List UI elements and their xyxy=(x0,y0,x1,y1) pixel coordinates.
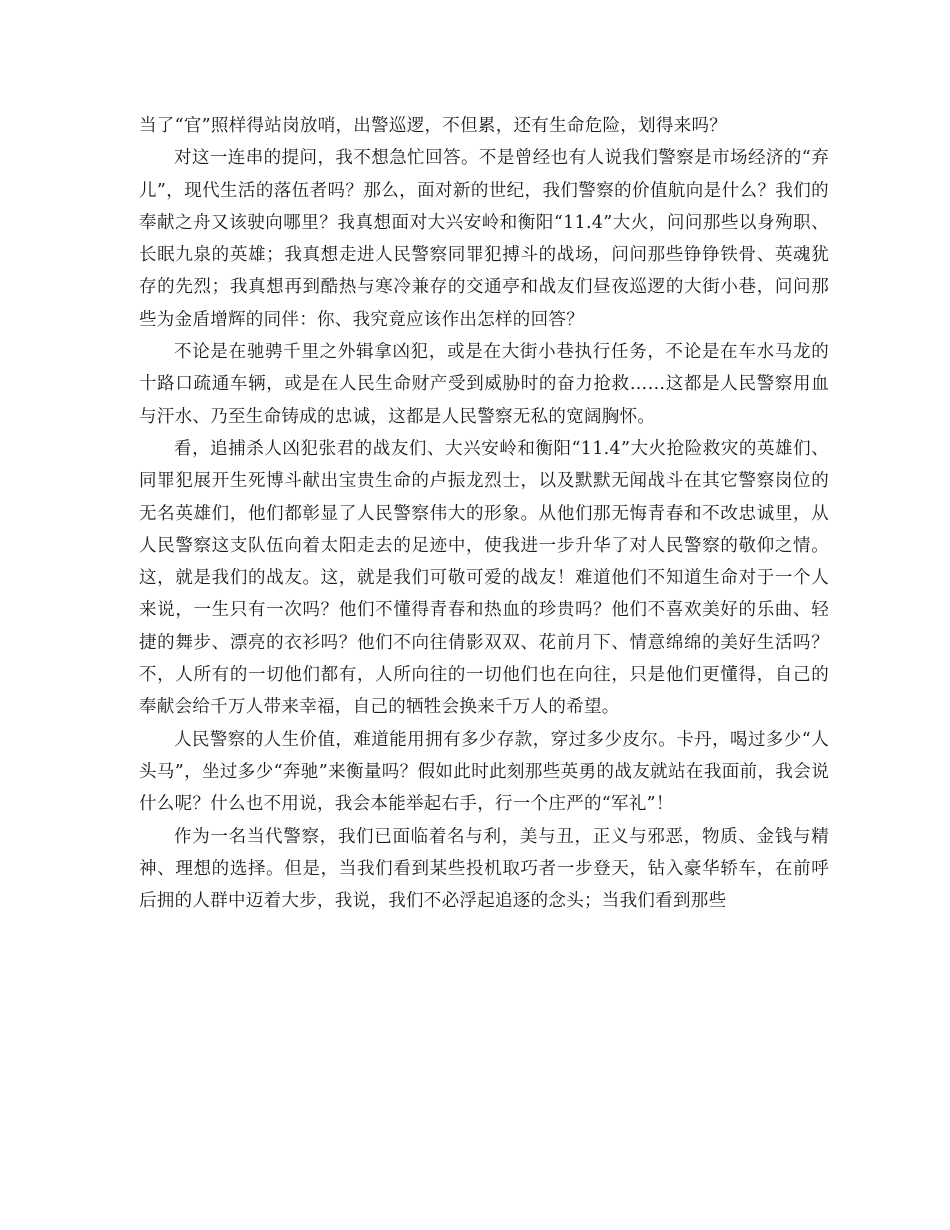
paragraph-1: 当了“官”照样得站岗放哨，出警巡逻，不但累，还有生命危险，划得来吗？ xyxy=(139,116,728,136)
document-body xyxy=(139,110,829,917)
paragraph-6: 作为一名当代警察，我们已面临着名与利，美与丑，正义与邪恶，物质、金钱与精神、理想的选择。但是，当我们看到某些投机取巧者一步登天，钻入豪华轿车，在前呼后拥的人群中迈着大步，我说，我们不必浮起追逐的念头；当我们看到那些 xyxy=(139,826,829,912)
paragraph-3: 不论是在驰骋千里之外辑拿凶犯，或是在大街小巷执行任务，不论是在车水马龙的十路口疏通车辆，或是在人民生命财产受到威胁时的奋力抢救……这都是人民警察用血与汗水、乃至生命铸成的忠诚，这都是人民警察无私的宽阔胸怀。 xyxy=(139,342,829,427)
paragraph-4: 看，追捕杀人凶犯张君的战友们、大兴安岭和衡阳“11.4”大火抢险救灾的英雄们、同罪犯展开生死博斗献出宝贵生命的卢振龙烈士，以及默默无闻战斗在其它警察岗位的无名英雄们，他们都彰显了人民警察伟大的形象。从他们那无悔青春和不改忠诚里，从人民警察这支队伍向着太阳走去的足迹中，使我进一步升华了对人民警察的敬仰之情。这，就是我们的战友。这，就是我们可敬可爱的战友！难道他们不知道生命对于一个人来说，一生只有一次吗？他们不懂得青春和热血的珍贵吗？他们不喜欢美好的乐曲、轻捷的舞步、漂亮的衣衫吗？他们不向往倩影双双、花前月下、情意绵绵的美好生活吗？不，人所有的一切他们都有，人所向往的一切他们也在向往，只是他们更懂得，自己的奉献会给千万人带来幸福，自己的牺牲会换来千万人的希望。 xyxy=(139,438,829,718)
paragraph-5: 人民警察的人生价值，难道能用拥有多少存款，穿过多少皮尔。卡丹，喝过多少“人头马”，坐过多少“奔驰”来衡量吗？假如此时此刻那些英勇的战友就站在我面前，我会说什么呢？什么也不用说，我会本能举起右手，行一个庄严的“军礼”！ xyxy=(139,729,829,815)
paragraph-2: 对这一连串的提问，我不想急忙回答。不是曾经也有人说我们警察是市场经济的“弃儿”，现代生活的落伍者吗？那么，面对新的世纪，我们警察的价值航向是什么？我们的奉献之舟又该驶向哪里？我真想面对大兴安岭和衡阳“11.4”大火，问问那些以身殉职、长眠九泉的英雄；我真想走进人民警察同罪犯搏斗的战场，问问那些铮铮铁骨、英魂犹存的先烈；我真想再到酷热与寒冷兼存的交通亭和战友们昼夜巡逻的大街小巷，问问那些为金盾增辉的同伴：你、我究竟应该作出怎样的回答？ xyxy=(139,148,829,330)
